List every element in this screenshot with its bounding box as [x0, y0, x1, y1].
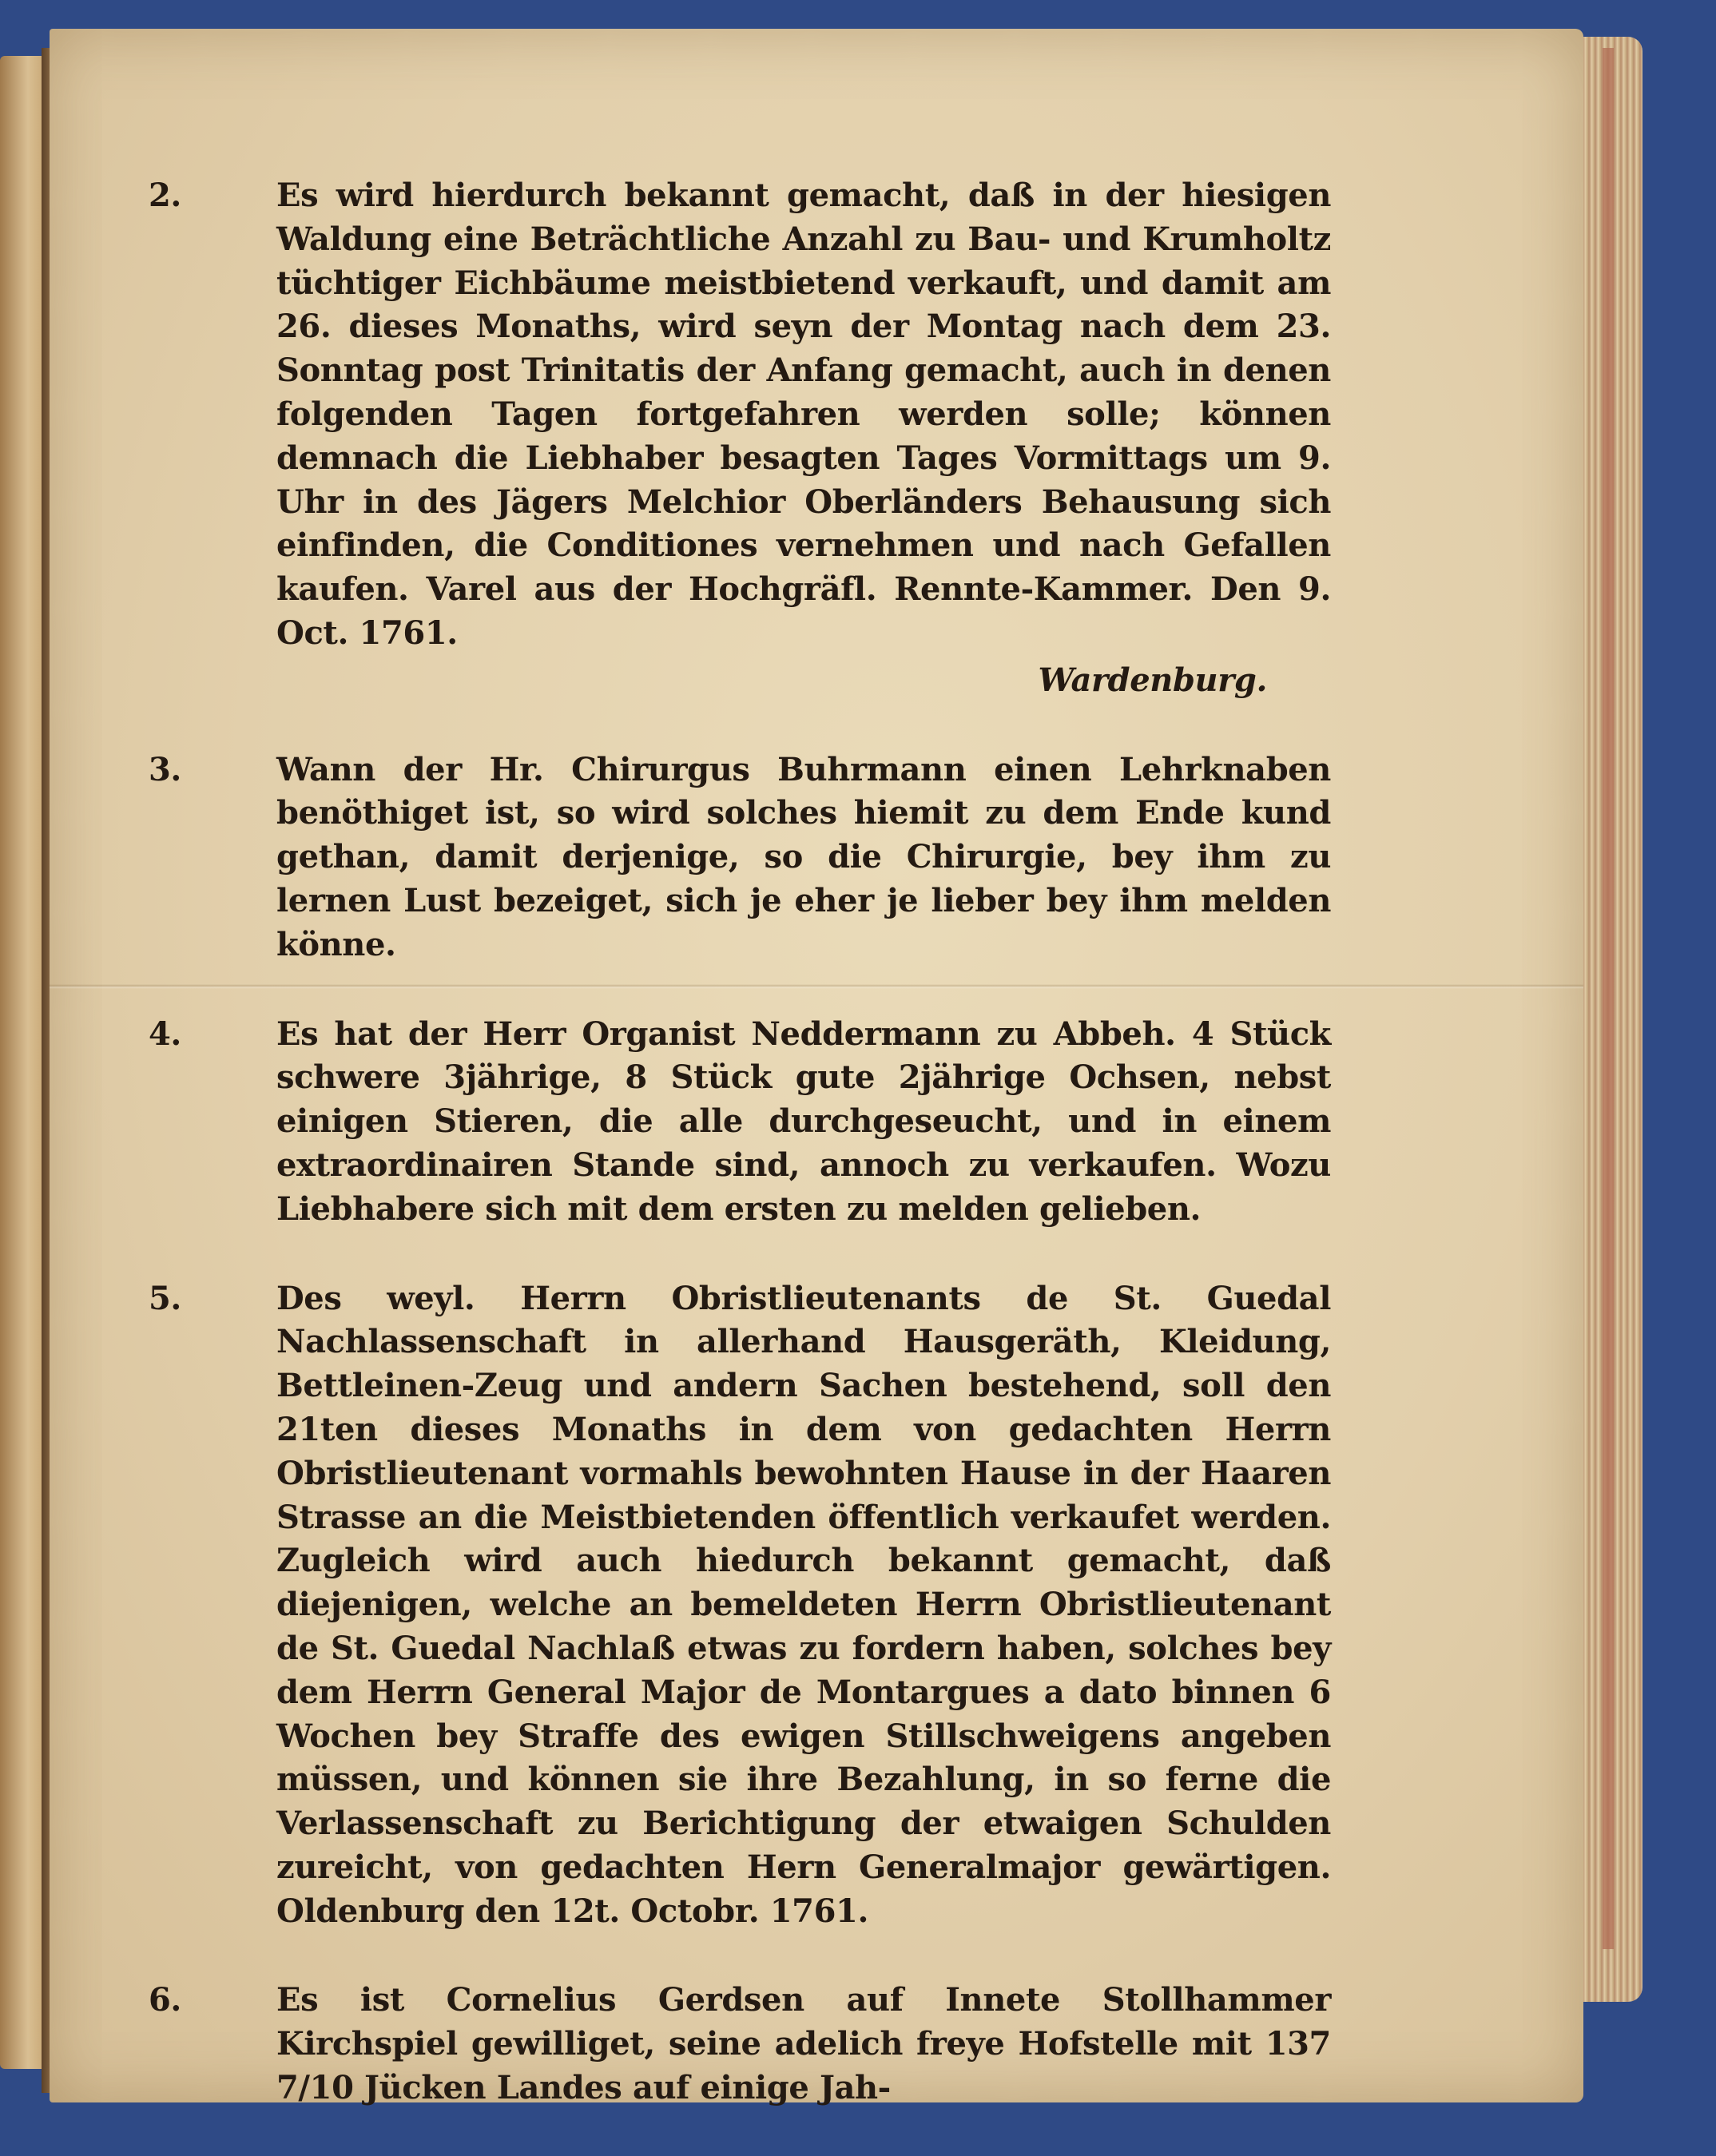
notice-text: Wann der Hr. Chirurgus Buhrmann einen Lehrknaben benöthiget ist, so wird solches hiemit zu dem Ende kund gethan, damit derjenige, so die Chirurgie, bey ihm zu lernen Lust bezeiget, sich je eher je lieber bey ihm melden könne.	[276, 750, 1331, 963]
notice-number: 3.	[149, 750, 181, 788]
notice-5	[149, 1277, 1331, 1934]
page-edge-stain	[1603, 48, 1614, 1949]
notice-number: 5.	[149, 1279, 181, 1317]
notice-text: Es ist Cornelius Gerdsen auf Innete Stollhammer Kirchspiel gewilliget, seine adelich freye Hofstelle mit 137 7/10 Jücken Landes auf einige Jah-	[276, 1981, 1331, 2107]
notice-number: 6.	[149, 1981, 181, 2019]
notice-text: Es wird hierdurch bekannt gemacht, daß in der hiesigen Waldung eine Beträchtliche Anzahl zu Bau- und Krumholtz tüchtiger Eichbäume meistbietend verkauft, und damit am 26. dieses Monaths, wird seyn der Montag nach dem 23. Sonntag post Trinitatis der Anfang gemacht, auch in denen folgenden Tagen fortgefahren werden solle; können demnach die Liebhaber besagten Tages Vormittags um 9. Uhr in des Jägers Melchior Oberländers Behausung sich einfinden, die Conditiones vernehmen und nach Gefallen kaufen. Varel aus der Hochgräfl. Rennte-Kammer. Den 9. Oct. 1761.	[276, 177, 1331, 652]
notice-6	[149, 1979, 1331, 2110]
notice-3	[149, 748, 1331, 967]
notice-text: Des weyl. Herrn Obristlieutenants de St. Guedal Nachlassenschaft in allerhand Hausgeräth, Kleidung, Bettleinen-Zeug und andern Sachen bestehend, soll den 21ten dieses Monaths in dem von gedachten Herrn Obristlieutenant vormahls bewohnten Hause in der Haaren Strasse an die Meistbietenden öffentlich verkaufet werden. Zugleich wird auch hiedurch bekannt gemacht, daß diejenigen, welche an bemeldeten Herrn Obristlieutenant de St. Guedal Nachlaß etwas zu fordern haben, solches bey dem Herrn General Major de Montargues a dato binnen 6 Wochen bey Straffe des ewigen Stillschweigens angeben müssen, und können sie ihre Bezahlung, in so ferne die Verlassenschaft zu Berichtigung der etwaigen Schulden zureicht, von gedachten Hern Generalmajor gewärtigen. Oldenburg den 12t. Octobr. 1761.	[276, 1279, 1331, 1930]
notice-number: 2.	[149, 177, 181, 214]
notice-2	[149, 174, 1331, 703]
notice-number: 4.	[149, 1014, 181, 1053]
document-text	[149, 174, 1331, 2156]
left-page-edge	[0, 56, 46, 2069]
notice-text: Es hat der Herr Organist Neddermann zu Abbeh. 4 Stück schwere 3jährige, 8 Stück gute 2jährige Ochsen, nebst einigen Stieren, die alle durchgeseucht, und in einem extraordinairen Stande sind, annoch zu verkaufen. Wozu Liebhabere sich mit dem ersten zu melden gelieben.	[276, 1014, 1331, 1228]
notice-signature: Wardenburg.	[1038, 661, 1267, 699]
notice-4	[149, 1013, 1331, 1232]
